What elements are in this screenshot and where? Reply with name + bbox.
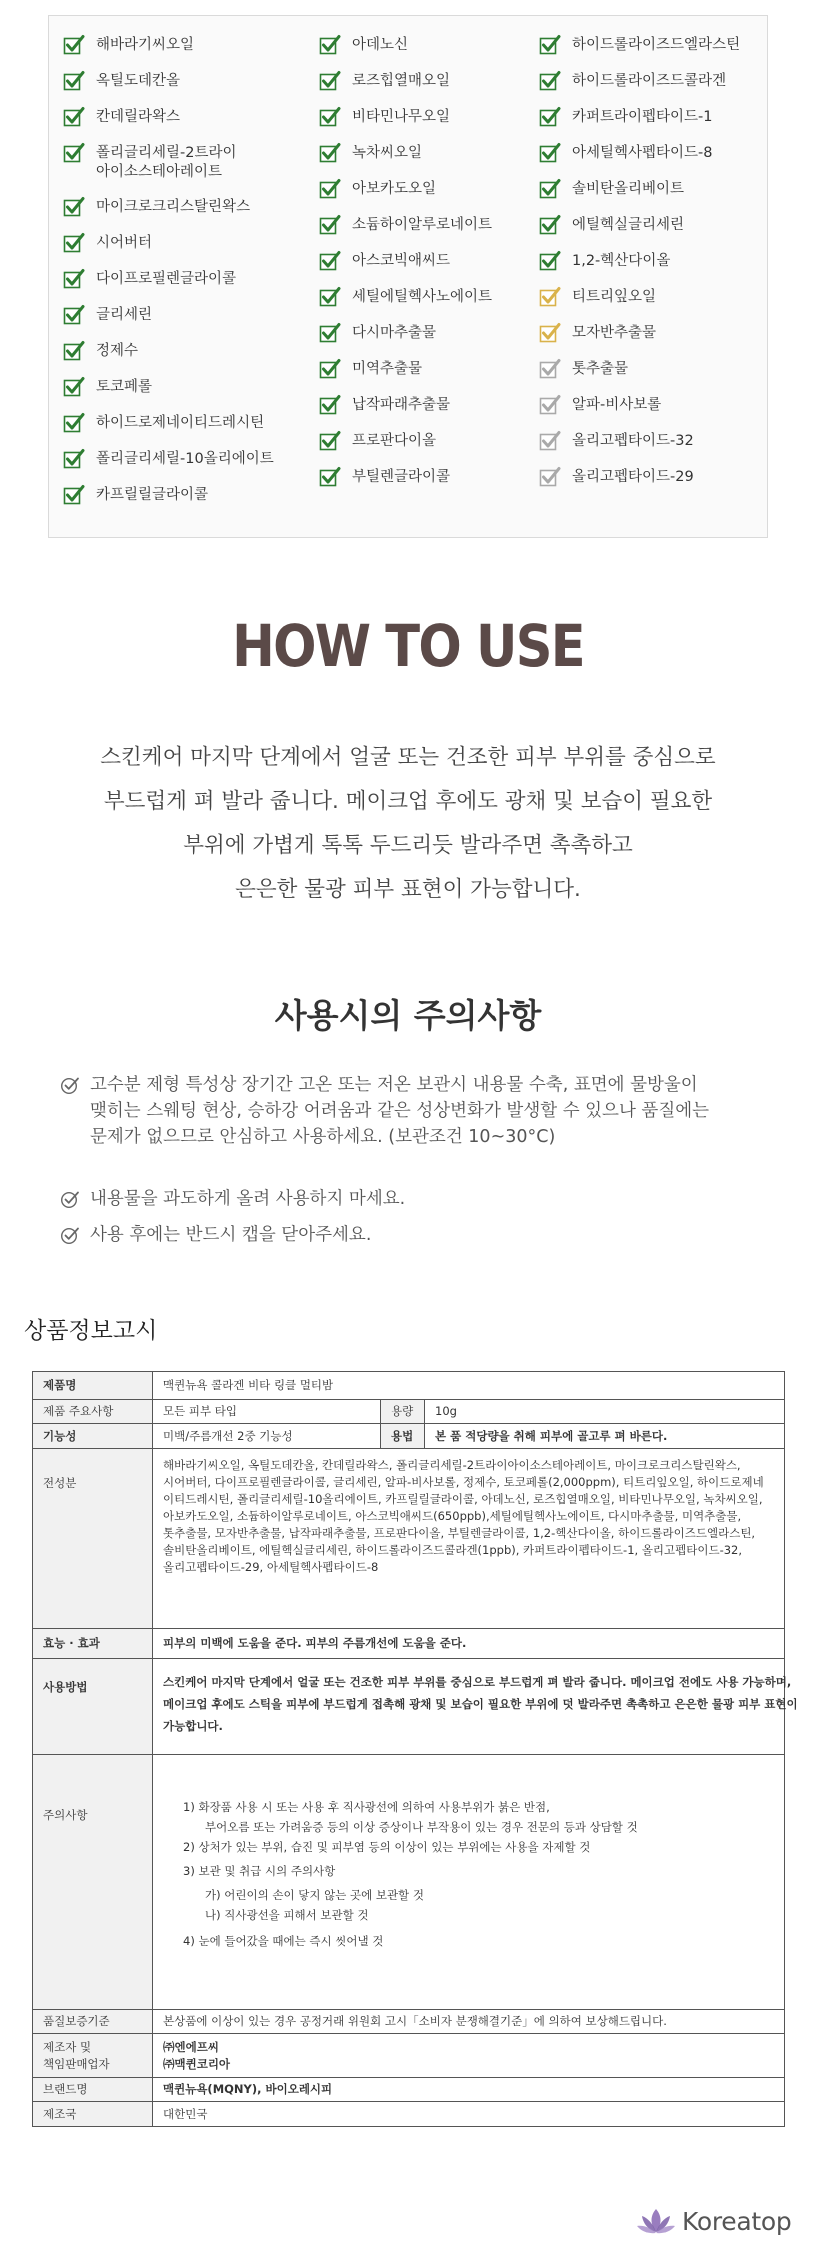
checkbox-checked-icon — [539, 34, 561, 56]
how-to-use-line: 부드럽게 펴 발라 줍니다. 메이크업 후에도 광채 및 보습이 필요한 — [103, 789, 713, 814]
ingredient-item — [63, 108, 180, 128]
ingredient-name: 다시마추출물 — [352, 325, 437, 341]
checkbox-checked-icon — [539, 106, 561, 128]
ingredient-item — [63, 270, 236, 290]
ingredient-item — [539, 36, 740, 56]
ingredient-item — [319, 72, 450, 92]
usage-value — [153, 1659, 798, 1755]
usage-line: 스킨케어 마지막 단계에서 얼굴 또는 건조한 피부 부위를 중심으로 부드럽게 펴 발라 줍니다. 메이크업 전에도 사용 가능하며, — [163, 1675, 792, 1689]
skin-type-label: 제품 주요사항 — [33, 1400, 153, 1424]
how-to-use-line: 스킨케어 마지막 단계에서 얼굴 또는 건조한 피부 부위를 중심으로 — [100, 745, 716, 770]
product-name-value: 맥퀸뉴욕 콜라겐 비타 링클 멀티밤 — [153, 1372, 785, 1400]
checkbox-checked-icon — [319, 250, 341, 272]
precaution-line: 가) 어린이의 손이 닿지 않는 곳에 보관할 것 — [205, 1888, 424, 1902]
checkbox-checked-icon — [539, 214, 561, 236]
ingredient-name: 토코페롤 — [96, 379, 153, 395]
checkbox-checked-icon — [319, 358, 341, 380]
ingredient-item — [63, 234, 152, 254]
ingredient-item — [539, 288, 656, 308]
ingredient-name: 글리세린 — [96, 307, 153, 323]
ingredient-name: 톳추출물 — [572, 361, 629, 377]
ingredients-line: 올리고펩타이드-29, 아세틸헥사펩타이드-8 — [163, 1560, 379, 1574]
circle-check-icon — [60, 1189, 80, 1209]
ingredient-name: 세틸에틸헥사노에이트 — [352, 289, 493, 305]
ingredient-item — [319, 252, 450, 272]
table-row — [33, 1400, 785, 1424]
circle-check-icon — [60, 1225, 80, 1245]
ingredient-name: 프로판다이올 — [352, 433, 437, 449]
maker-label-line: 책임판매업자 — [43, 2056, 110, 2071]
ingredient-name: 해바라기씨오일 — [96, 37, 195, 53]
precautions-value — [153, 1755, 785, 2010]
checkbox-checked-icon — [319, 70, 341, 92]
table-row — [33, 2034, 785, 2078]
checkbox-checked-icon — [319, 394, 341, 416]
ingredient-name: 카프릴릴글라이콜 — [96, 487, 209, 503]
checkbox-checked-icon — [319, 466, 341, 488]
caution-line: 문제가 없으므로 안심하고 사용하세요. (보관조건 10~30°C) — [90, 1127, 556, 1147]
ingredient-name: 폴리글리세릴-2트라이 아이소스테아레이트 — [96, 145, 237, 180]
table-row — [33, 1449, 785, 1629]
precaution-line: 2) 상처가 있는 부위, 습진 및 피부염 등의 이상이 있는 부위에는 사용을 자제할 것 — [183, 1840, 591, 1854]
brand-value: 맥퀸뉴욕(MQNY), 바이오레시피 — [153, 2078, 785, 2102]
efficacy-label: 효능 · 효과 — [33, 1629, 153, 1659]
skin-type-value: 모든 피부 타입 — [153, 1400, 381, 1424]
checkbox-checked-icon — [539, 322, 561, 344]
product-info-heading: 상품정보고시 — [24, 1318, 158, 1344]
ingredient-item — [319, 144, 422, 164]
function-label: 기능성 — [33, 1424, 153, 1449]
caution-item — [60, 1222, 371, 1248]
checkbox-checked-icon — [539, 394, 561, 416]
table-row — [33, 1659, 785, 1755]
ingredient-item — [319, 180, 436, 200]
table-row — [33, 1629, 785, 1659]
ingredient-item — [319, 36, 408, 56]
table-row — [33, 1755, 785, 2010]
precaution-line: 3) 보관 및 취급 시의 주의사항 — [183, 1864, 336, 1878]
ingredients-label: 전성분 — [33, 1449, 153, 1629]
ingredient-item — [539, 180, 684, 200]
ingredient-item — [63, 378, 152, 398]
ingredient-item — [63, 36, 194, 56]
ingredient-name: 폴리글리세릴-10올리에이트 — [96, 451, 274, 467]
logo-text: Koreatop — [682, 2206, 792, 2236]
checkbox-checked-icon — [63, 142, 85, 164]
ingredient-item — [63, 198, 250, 218]
ingredient-item — [539, 144, 713, 164]
ingredient-item — [319, 288, 492, 308]
ingredient-name: 녹차씨오일 — [352, 145, 423, 161]
ingredient-name: 하이드롤라이즈드엘라스틴 — [572, 37, 741, 53]
ingredient-item — [63, 306, 152, 326]
checkbox-checked-icon — [319, 430, 341, 452]
ingredient-item — [539, 468, 694, 488]
ingredient-name: 로즈힙열매오일 — [352, 73, 451, 89]
ingredient-name: 마이크로크리스탈린왁스 — [96, 199, 251, 215]
ingredient-name: 정제수 — [96, 343, 139, 359]
precaution-line: 4) 눈에 들어갔을 때에는 즉시 씻어낼 것 — [183, 1934, 384, 1948]
maker-label — [33, 2034, 153, 2078]
checkbox-checked-icon — [319, 34, 341, 56]
ingredient-item — [319, 108, 450, 128]
ingredient-item — [319, 432, 436, 452]
ingredient-item — [539, 252, 670, 272]
how-to-use-line: 부위에 가볍게 톡톡 두드리듯 발라주면 촉촉하고 — [183, 833, 633, 858]
ingredient-item — [63, 72, 180, 92]
volume-value: 10g — [425, 1400, 785, 1424]
volume-label: 용량 — [381, 1400, 425, 1424]
usage-short-label: 용법 — [381, 1424, 425, 1449]
table-row — [33, 2078, 785, 2102]
maker-label-line: 제조자 및 — [43, 2039, 92, 2054]
ingredient-name: 1,2-헥산다이올 — [572, 253, 671, 269]
function-value: 미백/주름개선 2중 기능성 — [153, 1424, 381, 1449]
ingredient-item — [539, 108, 713, 128]
ingredient-item — [539, 432, 694, 452]
how-to-use-title: HOW TO USE — [232, 612, 584, 680]
caution-line: 고수분 제형 특성상 장기간 고온 또는 저온 보관시 내용물 수축, 표면에 물방울이 — [90, 1075, 698, 1095]
lotus-icon — [636, 2206, 676, 2236]
ingredient-item — [539, 324, 656, 344]
warranty-label: 품질보증기준 — [33, 2010, 153, 2034]
checkbox-checked-icon — [63, 304, 85, 326]
checkbox-checked-icon — [539, 466, 561, 488]
checkbox-checked-icon — [63, 106, 85, 128]
ingredient-name: 올리고펩타이드-29 — [572, 469, 694, 485]
table-row — [33, 2102, 785, 2127]
precaution-line: 1) 화장품 사용 시 또는 사용 후 직사광선에 의하여 사용부위가 붉은 반점, — [183, 1800, 550, 1814]
checkbox-checked-icon — [539, 286, 561, 308]
ingredient-name: 시어버터 — [96, 235, 153, 251]
ingredient-name: 모자반추출물 — [572, 325, 657, 341]
checkbox-checked-icon — [319, 214, 341, 236]
checkbox-checked-icon — [319, 178, 341, 200]
how-to-use-line: 은은한 물광 피부 표현이 가능합니다. — [235, 877, 581, 902]
circle-check-icon — [60, 1075, 80, 1095]
origin-label: 제조국 — [33, 2102, 153, 2127]
usage-label: 사용방법 — [33, 1659, 153, 1755]
ingredients-line: 해바라기씨오일, 옥틸도데칸올, 칸데릴라왁스, 폴리글리세릴-2트라이아이소스테아레이트, 마이크로크리스탈린왁스, — [163, 1458, 741, 1472]
efficacy-value: 피부의 미백에 도움을 준다. 피부의 주름개선에 도움을 준다. — [153, 1629, 785, 1659]
ingredient-name: 올리고펩타이드-32 — [572, 433, 694, 449]
ingredients-value — [153, 1449, 785, 1629]
ingredient-item — [539, 396, 661, 416]
caution-line: 내용물을 과도하게 올려 사용하지 마세요. — [90, 1189, 406, 1209]
ingredients-line: 아보카도오일, 소듐하이알루로네이트, 아스코빅애씨드(650ppb),세틸에틸헥사노에이트, 다시마추출물, 미역추출물, — [163, 1509, 742, 1523]
ingredient-name: 부틸렌글라이콜 — [352, 469, 451, 485]
caution-line: 맺히는 스웨팅 현상, 승하강 어려움과 같은 성상변화가 발생할 수 있으나 품질에는 — [90, 1101, 710, 1121]
checkbox-checked-icon — [319, 286, 341, 308]
ingredient-name: 티트리잎오일 — [572, 289, 657, 305]
ingredient-name: 비타민나무오일 — [352, 109, 451, 125]
checkbox-checked-icon — [539, 430, 561, 452]
ingredient-item — [539, 72, 726, 92]
ingredient-name: 아스코빅애씨드 — [352, 253, 451, 269]
ingredient-name: 아보카도오일 — [352, 181, 437, 197]
table-row — [33, 2010, 785, 2034]
checkbox-checked-icon — [63, 70, 85, 92]
ingredient-item — [539, 360, 628, 380]
ingredients-line: 시어버터, 다이프로필렌글라이콜, 글리세린, 알파-비사보롤, 정제수, 토코페롤(2,000ppm), 티트리잎오일, 하이드로제네 — [163, 1475, 764, 1489]
ingredient-item — [63, 414, 264, 434]
checkbox-checked-icon — [63, 340, 85, 362]
ingredient-item — [63, 486, 208, 506]
checkbox-checked-icon — [63, 448, 85, 470]
checkbox-checked-icon — [63, 412, 85, 434]
origin-value: 대한민국 — [153, 2102, 785, 2127]
checkbox-checked-icon — [63, 196, 85, 218]
ingredient-name: 아데노신 — [352, 37, 409, 53]
ingredient-name: 다이프로필렌글라이콜 — [96, 271, 237, 287]
ingredient-item — [319, 396, 450, 416]
checkbox-checked-icon — [63, 376, 85, 398]
checkbox-checked-icon — [539, 142, 561, 164]
checkbox-checked-icon — [63, 232, 85, 254]
checkbox-checked-icon — [539, 178, 561, 200]
usage-line: 메이크업 후에도 스틱을 피부에 부드럽게 접촉해 광채 및 보습이 필요한 부위에 덧 발라주면 촉촉하고 은은한 물광 피부 표현이 — [163, 1697, 798, 1711]
product-info-table — [32, 1371, 798, 2127]
ingredient-name: 미역추출물 — [352, 361, 423, 377]
checkbox-checked-icon — [539, 250, 561, 272]
checkbox-checked-icon — [63, 34, 85, 56]
caution-line: 사용 후에는 반드시 캡을 닫아주세요. — [90, 1225, 372, 1245]
ingredient-name: 에틸헥실글리세린 — [572, 217, 685, 233]
maker-line: ㈜엔에프씨 — [163, 2039, 219, 2054]
table-row — [33, 1372, 785, 1400]
usage-line: 가능합니다. — [163, 1719, 223, 1733]
checkbox-checked-icon — [63, 484, 85, 506]
checkbox-checked-icon — [319, 142, 341, 164]
ingredients-line: 이티드레시틴, 폴리글리세릴-10올리에이트, 카프릴릴글라이콜, 아데노신, 로즈힙열매오일, 비타민나무오일, 녹차씨오일, — [163, 1492, 763, 1506]
checkbox-checked-icon — [539, 358, 561, 380]
caution-title: 사용시의 주의사항 — [274, 996, 542, 1035]
ingredient-item — [319, 216, 492, 236]
checkbox-checked-icon — [319, 322, 341, 344]
ingredient-name: 아세틸헥사펩타이드-8 — [572, 145, 713, 161]
precaution-line: 부어오름 또는 가려움증 등의 이상 증상이나 부작용이 있는 경우 전문의 등과 상담할 것 — [205, 1820, 638, 1834]
ingredients-line: 톳추출물, 모자반추출물, 납작파래추출물, 프로판다이올, 부틸렌글라이콜, 1,2-헥산다이올, 하이드롤라이즈드엘라스틴, — [163, 1526, 756, 1540]
ingredient-item — [319, 324, 436, 344]
caution-item — [60, 1072, 709, 1150]
ingredient-name: 하이드롤라이즈드콜라겐 — [572, 73, 727, 89]
ingredient-item — [319, 360, 422, 380]
ingredient-name: 솔비탄올리베이트 — [572, 181, 685, 197]
brand-label: 브랜드명 — [33, 2078, 153, 2102]
ingredient-name: 하이드로제네이티드레시틴 — [96, 415, 265, 431]
ingredient-name: 칸데릴라왁스 — [96, 109, 181, 125]
how-to-use-body — [40, 736, 776, 912]
ingredient-name: 소듐하이알루로네이트 — [352, 217, 493, 233]
koreatop-logo — [636, 2206, 791, 2236]
ingredient-name: 납작파래추출물 — [352, 397, 451, 413]
ingredient-name: 알파-비사보롤 — [572, 397, 662, 413]
table-row — [33, 1424, 785, 1449]
ingredient-item — [63, 342, 138, 362]
warranty-value: 본상품에 이상이 있는 경우 공정거래 위원회 고시「소비자 분쟁해결기준」에 의하여 보상해드립니다. — [153, 2010, 785, 2034]
checkbox-checked-icon — [539, 70, 561, 92]
usage-short-value: 본 품 적당량을 취해 피부에 골고루 펴 바른다. — [425, 1424, 785, 1449]
ingredients-line: 솔비탄올리베이트, 에틸헥실글리세린, 하이드롤라이즈드콜라겐(1ppb), 카퍼트라이펩타이드-1, 올리고펩타이드-32, — [163, 1543, 743, 1557]
ingredient-item — [63, 450, 274, 470]
checkbox-checked-icon — [319, 106, 341, 128]
ingredient-item — [319, 468, 450, 488]
precaution-line: 나) 직사광선을 피해서 보관할 것 — [205, 1908, 369, 1922]
ingredient-name: 카퍼트라이펩타이드-1 — [572, 109, 713, 125]
ingredient-name: 옥틸도데칸올 — [96, 73, 181, 89]
ingredient-checklist-box — [48, 15, 768, 538]
caution-item — [60, 1186, 405, 1212]
ingredient-item — [63, 144, 237, 182]
maker-value — [153, 2034, 785, 2078]
product-name-label: 제품명 — [33, 1372, 153, 1400]
ingredient-item — [539, 216, 684, 236]
precautions-label: 주의사항 — [33, 1755, 153, 2010]
checkbox-checked-icon — [63, 268, 85, 290]
maker-line: ㈜맥퀸코리아 — [163, 2056, 231, 2071]
